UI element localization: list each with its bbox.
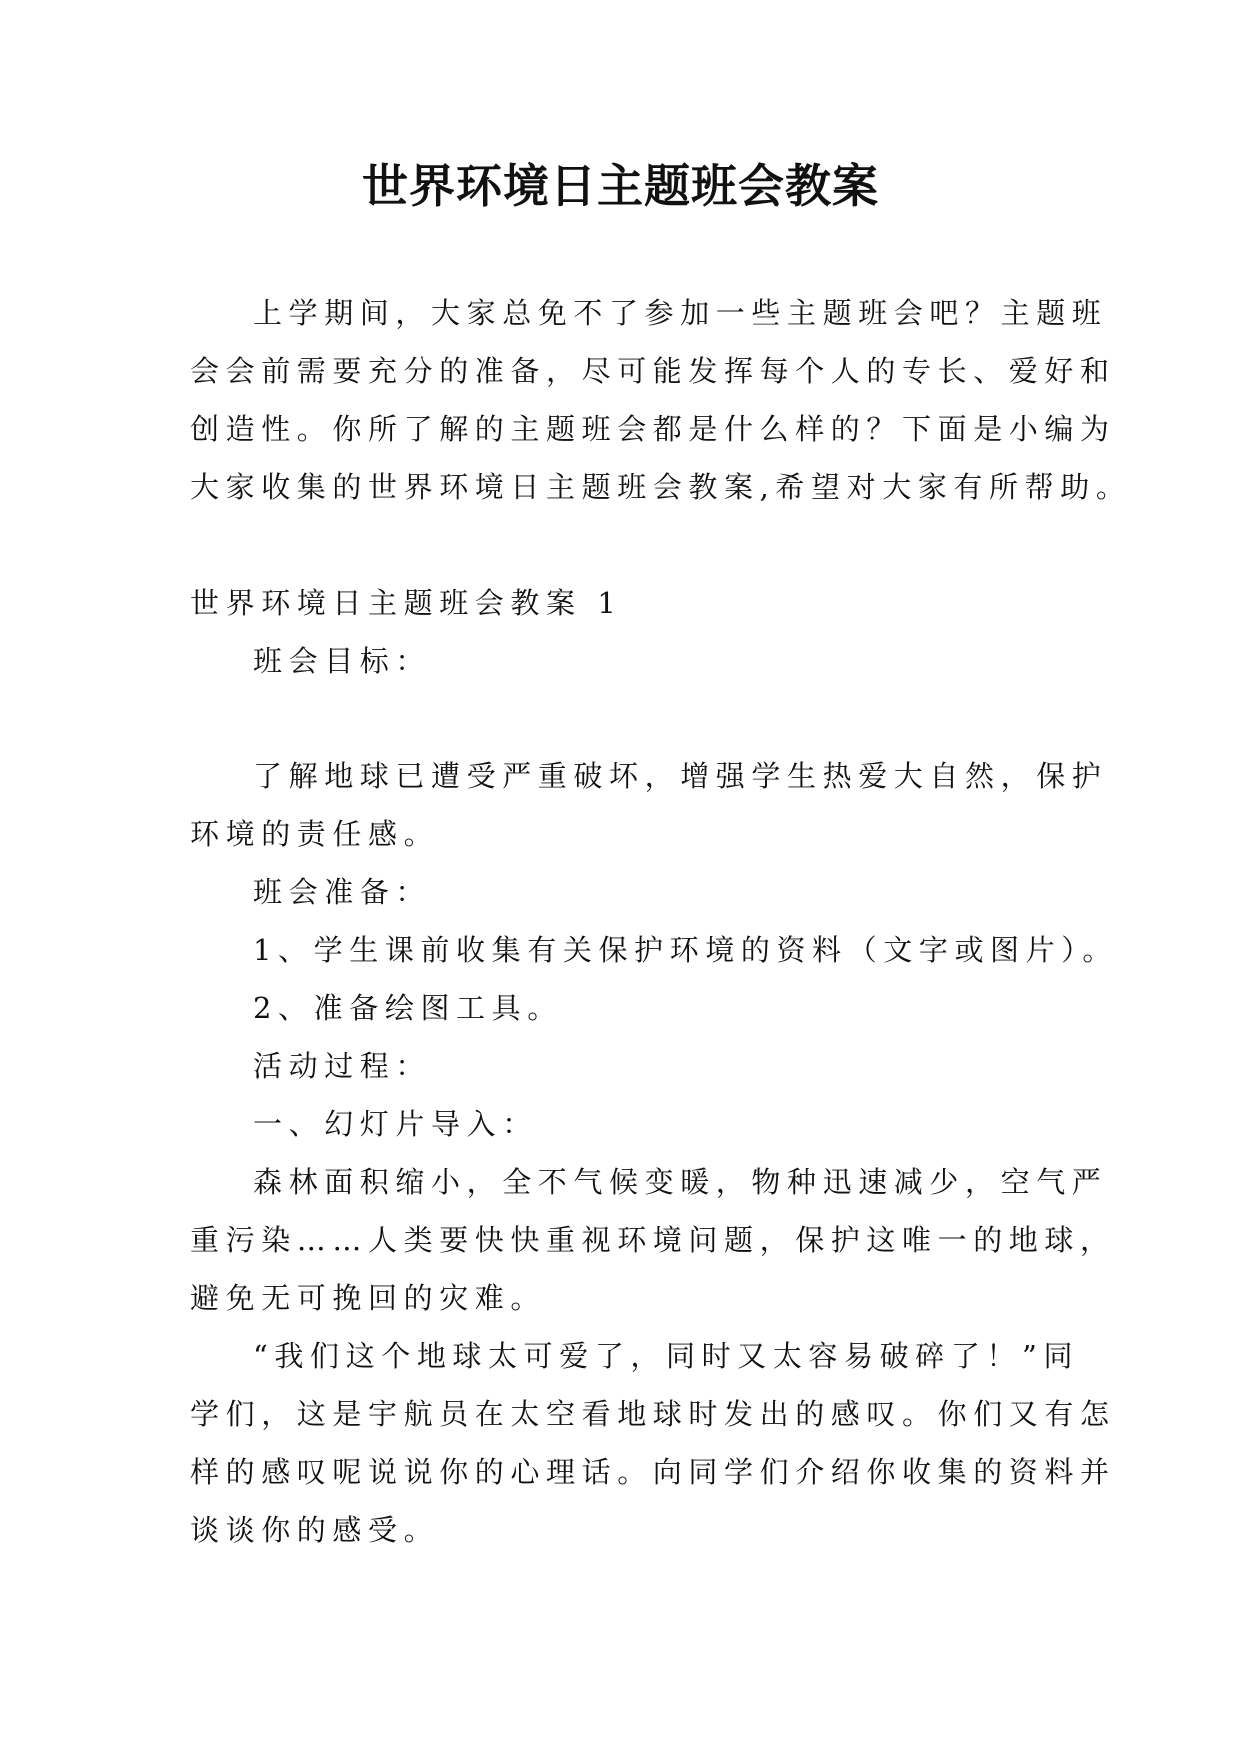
intro-line-4: 大家收集的世界环境日主题班会教案,希望对大家有所帮助。 xyxy=(190,470,1132,504)
step1-text-line-1: 森林面积缩小，全不气候变暖，物种迅速减少，空气严 xyxy=(253,1165,1108,1199)
quote-line-1: “我们这个地球太可爱了，同时又太容易破碎了！”同 xyxy=(253,1339,1080,1373)
step1-text-line-3: 避免无可挽回的灾难。 xyxy=(190,1281,547,1315)
document-title: 世界环境日主题班会教案 xyxy=(362,159,879,213)
prep-label: 班会准备： xyxy=(253,875,432,909)
goal-text-line-2: 环境的责任感。 xyxy=(190,817,440,851)
goal-text-line-1: 了解地球已遭受严重破坏，增强学生热爱大自然，保护 xyxy=(253,759,1108,793)
step1-text-line-2: 重污染……人类要快快重视环境问题，保护这唯一的地球， xyxy=(190,1223,1116,1257)
quote-line-3: 样的感叹呢说说你的心理话。向同学们介绍你收集的资料并 xyxy=(190,1455,1116,1489)
prep-item-2: 2、准备绘图工具。 xyxy=(253,991,563,1025)
intro-line-1: 上学期间，大家总免不了参加一些主题班会吧？主题班 xyxy=(253,296,1108,330)
quote-line-2: 学们，这是宇航员在太空看地球时发出的感叹。你们又有怎 xyxy=(190,1397,1116,1431)
intro-line-2: 会会前需要充分的准备，尽可能发挥每个人的专长、爱好和 xyxy=(190,354,1116,388)
goal-label: 班会目标： xyxy=(253,644,432,678)
prep-item-1: 1、学生课前收集有关保护环境的资料（文字或图片）。 xyxy=(253,933,1118,967)
section-heading: 世界环境日主题班会教案 1 xyxy=(190,586,623,620)
quote-line-4: 谈谈你的感受。 xyxy=(190,1513,440,1547)
intro-line-3: 创造性。你所了解的主题班会都是什么样的？下面是小编为 xyxy=(190,412,1116,446)
step1-label: 一、幻灯片导入： xyxy=(253,1107,538,1141)
process-label: 活动过程： xyxy=(253,1049,432,1083)
